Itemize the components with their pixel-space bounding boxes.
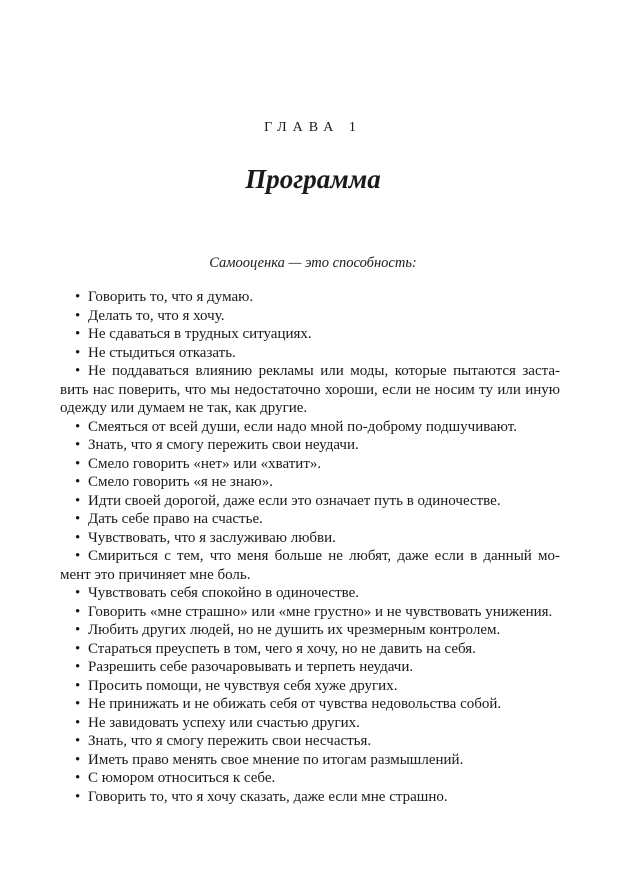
list-item — [60, 732, 560, 751]
bullet-icon: • — [75, 326, 81, 342]
list-item-text: вить нас поверить, что мы недостаточно хороши, если не носим ту или иную — [60, 381, 560, 398]
bullet-icon: • — [75, 585, 81, 601]
text-line — [60, 492, 560, 511]
bullet-icon: • — [75, 640, 81, 657]
text-line — [60, 695, 560, 714]
text-line — [60, 788, 560, 807]
bullet-icon: • — [75, 455, 81, 472]
text-line — [60, 603, 560, 622]
list-item-text: Дать себе право на счастье. — [88, 511, 263, 527]
text-line — [60, 381, 560, 400]
list-item — [60, 658, 560, 677]
bullet-icon: • — [75, 529, 81, 546]
text-line — [60, 621, 560, 640]
bullet-icon: • — [75, 437, 81, 453]
text-line — [60, 714, 560, 733]
bullet-icon: • — [75, 511, 81, 527]
list-item — [60, 677, 560, 696]
list-item-text: Не стыдиться отказать. — [88, 344, 236, 361]
list-item — [60, 436, 560, 455]
list-item-text: Знать, что я смогу пережить свои неудачи. — [88, 437, 359, 453]
bullet-icon: • — [75, 603, 81, 620]
list-item — [60, 547, 560, 584]
list-item — [60, 418, 560, 437]
subtitle: Самооценка — это способность: — [209, 255, 417, 271]
list-item — [60, 529, 560, 548]
bullet-icon: • — [75, 492, 81, 509]
list-item — [60, 307, 560, 326]
list-item-text: Не завидовать успеху или счастью других. — [88, 714, 360, 731]
text-line — [60, 658, 560, 677]
bullet-icon: • — [75, 289, 81, 305]
list-item — [60, 344, 560, 363]
list-item — [60, 751, 560, 770]
text-line — [60, 640, 560, 659]
list-item-text: Стараться преуспеть в том, чего я хочу, но не давить на себя. — [88, 640, 476, 657]
list-item — [60, 455, 560, 474]
list-item-text: Смириться с тем, что меня больше не любят, даже если в данный мо- — [88, 548, 560, 564]
bullet-icon: • — [75, 770, 81, 786]
list-item-text: Говорить «мне страшно» или «мне грустно» и не чувствовать унижения. — [88, 603, 553, 620]
bullet-icon: • — [75, 622, 81, 638]
text-line — [60, 751, 560, 770]
bullet-icon: • — [75, 714, 81, 731]
list-item-text: мент это причиняет мне боль. — [60, 566, 251, 583]
list-item-text: Иметь право менять свое мнение по итогам размышлений. — [88, 751, 464, 768]
list-item-text: Знать, что я смогу пережить свои несчастья. — [88, 733, 372, 749]
text-line — [60, 399, 560, 418]
text-line — [60, 325, 560, 344]
list-item — [60, 492, 560, 511]
text-line — [60, 344, 560, 363]
list-item-text: Чувствовать, что я заслуживаю любви. — [88, 529, 336, 546]
list-item — [60, 603, 560, 622]
text-line — [60, 455, 560, 474]
list-item-text: С юмором относиться к себе. — [88, 770, 276, 786]
list-item — [60, 584, 560, 603]
list-item — [60, 695, 560, 714]
bullet-icon: • — [75, 659, 81, 675]
list-item-text: Делать то, что я хочу. — [88, 307, 225, 324]
list-item — [60, 788, 560, 807]
bullet-icon: • — [75, 363, 81, 379]
list-item-text: одежду или думаем не так, как другие. — [60, 400, 308, 416]
list-item-text: Просить помощи, не чувствуя себя хуже других. — [88, 677, 398, 694]
text-line — [60, 584, 560, 603]
text-line — [60, 677, 560, 696]
list-item-text: Не поддаваться влиянию рекламы или моды, которые пытаются заста- — [88, 363, 560, 379]
bullet-icon: • — [75, 788, 81, 805]
list-item — [60, 510, 560, 529]
list-item — [60, 325, 560, 344]
text-line — [60, 473, 560, 492]
list-item — [60, 473, 560, 492]
bullet-icon: • — [75, 344, 81, 361]
list-item-text: Говорить то, что я думаю. — [88, 289, 254, 305]
list-item-text: Чувствовать себя спокойно в одиночестве. — [88, 585, 360, 601]
text-line — [60, 307, 560, 326]
list-item-text: Смеяться от всей души, если надо мной по-доброму подшучивают. — [88, 418, 517, 435]
bullet-icon: • — [75, 677, 81, 694]
list-item — [60, 714, 560, 733]
bullet-icon: • — [75, 474, 81, 490]
bullet-icon: • — [75, 751, 81, 768]
chapter-title: Программа — [245, 164, 381, 194]
text-line — [60, 362, 560, 381]
chapter-label: ГЛАВА 1 — [264, 120, 362, 135]
list-item — [60, 621, 560, 640]
text-line — [60, 547, 560, 566]
bullet-icon: • — [75, 733, 81, 749]
list-item-text: Идти своей дорогой, даже если это означает путь в одиночестве. — [88, 492, 501, 509]
text-line — [60, 418, 560, 437]
list-item — [60, 288, 560, 307]
list-item-text: Не принижать и не обижать себя от чувства недовольства собой. — [88, 696, 502, 712]
text-line — [60, 436, 560, 455]
list-item-text: Говорить то, что я хочу сказать, даже если мне страшно. — [88, 788, 448, 805]
bullet-icon: • — [75, 548, 81, 564]
text-line — [60, 732, 560, 751]
bullet-list — [60, 288, 560, 806]
list-item-text: Смело говорить «я не знаю». — [88, 474, 273, 490]
text-line — [60, 288, 560, 307]
list-item-text: Любить других людей, но не душить их чрезмерным контролем. — [88, 622, 501, 638]
list-item-text: Смело говорить «нет» или «хватит». — [88, 455, 322, 472]
list-item-text: Не сдаваться в трудных ситуациях. — [88, 326, 312, 342]
text-line — [60, 529, 560, 548]
list-item-text: Разрешить себе разочаровывать и терпеть неудачи. — [88, 659, 414, 675]
bullet-icon: • — [75, 696, 81, 712]
bullet-icon: • — [75, 418, 81, 435]
bullet-icon: • — [75, 307, 81, 324]
text-line — [60, 510, 560, 529]
list-item — [60, 362, 560, 418]
list-item — [60, 769, 560, 788]
list-item — [60, 640, 560, 659]
text-line — [60, 566, 560, 585]
text-line — [60, 769, 560, 788]
